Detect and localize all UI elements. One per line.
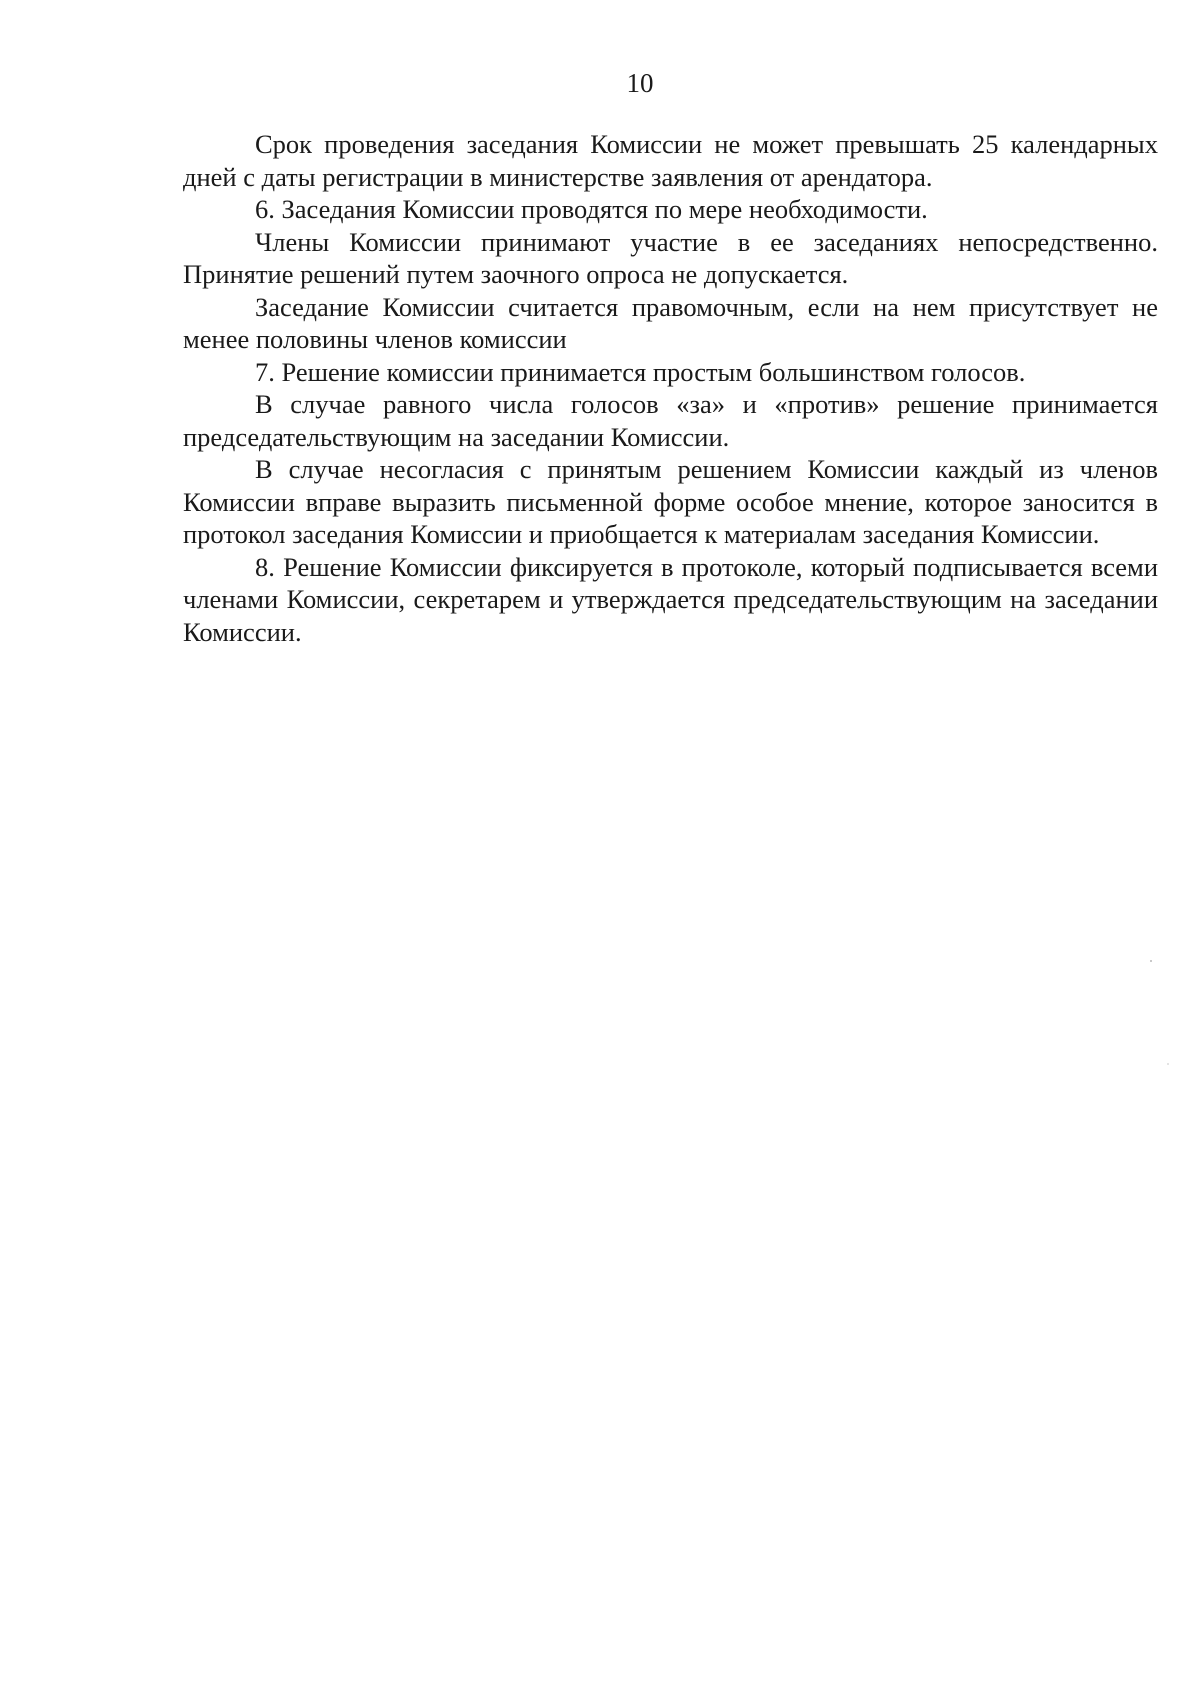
paragraph-8-protocol: 8. Решение Комиссии фиксируется в протоколе, который подписывается всеми членами Комиссии, секретарем и утверждается председательствующим на заседании Комиссии. [183, 551, 1158, 647]
paragraph-6-meetings: 6. Заседания Комиссии проводятся по мере необходимости. [255, 194, 928, 224]
scan-speck [1150, 960, 1152, 962]
paragraph-7-decision: 7. Решение комиссии принимается простым большинством голосов. [255, 356, 1026, 387]
paragraph-meeting-term: Срок проведения заседания Комиссии не может превышать 25 календарных дней с даты регистрации в министерстве заявления от арендатора. [183, 129, 1158, 192]
paragraph-dissent: В случае несогласия с принятым решением Комиссии каждый из членов Комиссии вправе выразить письменной форме особое мнение, которое заносится в протокол заседания Комиссии и приобщается к материалам заседания Комиссии. [183, 454, 1158, 549]
document-body [183, 128, 1158, 648]
paragraph-members-participation: Члены Комиссии принимают участие в ее заседаниях непосредственно. Принятие решений путем заочного опроса не допускается. [183, 226, 1158, 289]
paragraph-equal-votes: В случае равного числа голосов «за» и «против» решение принимается председательствующим на заседании Комиссии. [183, 389, 1158, 452]
paragraph-quorum: Заседание Комиссии считается правомочным, если на нем присутствует не менее половины членов комиссии [183, 291, 1158, 354]
scan-speck [1167, 1063, 1169, 1065]
page-number: 10 [626, 68, 654, 98]
